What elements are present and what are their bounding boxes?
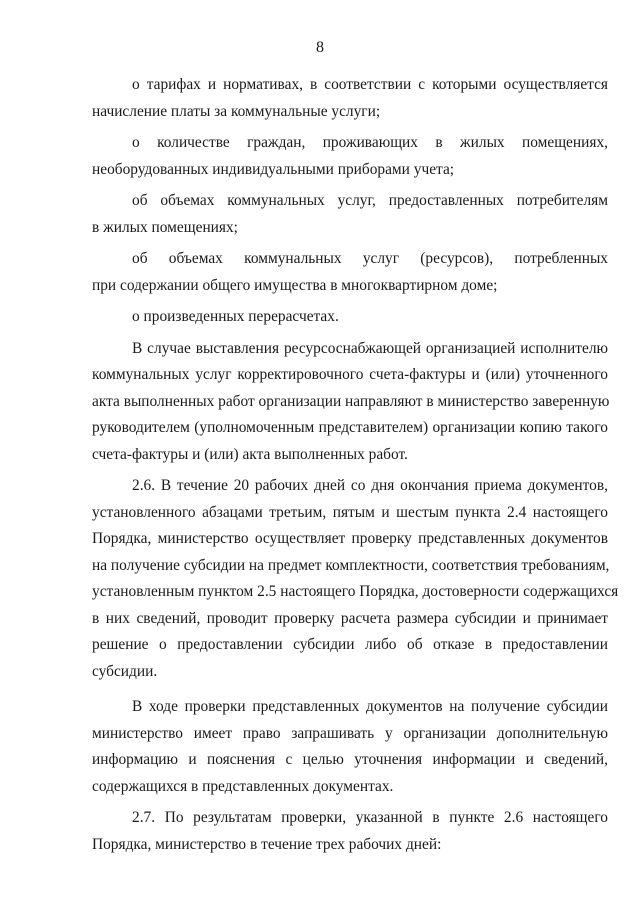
text-line: руководителем (уполномоченным представителем) организации копию такого	[92, 419, 608, 436]
paragraph-citizens-count	[92, 130, 608, 183]
text-line: установленного абзацами третьим, пятым и шестым пункта 2.4 настоящего	[92, 503, 608, 521]
text-line: начисление платы за коммунальные услуги;	[92, 102, 381, 120]
paragraph-services-volume	[92, 188, 608, 241]
text-line: решение о предоставлении субсидии либо об отказе в предоставлении	[92, 636, 608, 653]
paragraph-verification-rights	[92, 694, 608, 800]
paragraph-corrective-invoice	[92, 336, 608, 469]
text-line: в жилых помещениях;	[92, 218, 238, 236]
paragraph-recalculations	[92, 304, 608, 331]
document-body	[92, 72, 619, 858]
paragraph-2-6	[92, 473, 619, 685]
paragraph-tariffs	[92, 72, 608, 125]
text-line: в них сведений, проводит проверку расчета размера субсидии и принимает	[92, 609, 608, 627]
page-number: 8	[316, 39, 324, 56]
text-line: счета-фактуры и (или) акта выполненных работ.	[92, 445, 408, 463]
text-line: акта выполненных работ организации направляют в министерство заверенную	[92, 392, 610, 410]
text-line: о тарифах и нормативах, в соответствии с которыми осуществляется	[132, 76, 608, 93]
text-line: установленным пунктом 2.5 настоящего Порядка, достоверности содержащихся	[92, 583, 619, 600]
text-line: В случае выставления ресурсоснабжающей организацией исполнителю	[132, 339, 608, 357]
text-line: содержащихся в представленных документах.	[92, 777, 394, 795]
text-line: об объемах коммунальных услуг (ресурсов), потребленных	[132, 250, 608, 267]
text-line: при содержании общего имущества в многоквартирном доме;	[92, 276, 498, 294]
paragraph-resources-volume	[92, 246, 608, 299]
text-line: о количестве граждан, проживающих в жилых помещениях,	[132, 134, 608, 151]
text-line: об объемах коммунальных услуг, предоставленных потребителям	[132, 192, 608, 209]
paragraph-2-7	[92, 805, 608, 858]
text-line: на получение субсидии на предмет комплектности, соответствия требованиям,	[92, 556, 610, 574]
text-line: коммунальных услуг корректировочного счета-фактуры и (или) уточненного	[92, 366, 608, 383]
text-line: о произведенных перерасчетах.	[132, 308, 339, 325]
text-line: информацию и пояснения с целью уточнения информации и сведений,	[92, 751, 608, 768]
text-line: субсидии.	[92, 662, 158, 680]
text-line: необорудованных индивидуальными приборами учета;	[92, 160, 455, 178]
text-line: министерство имеет право запрашивать у организации дополнительную	[92, 724, 608, 742]
text-line: 2.7. По результатам проверки, указанной в пункте 2.6 настоящего	[132, 809, 608, 826]
text-line: 2.6. В течение 20 рабочих дней со дня окончания приема документов,	[132, 477, 608, 494]
text-line: Порядка, министерство в течение трех рабочих дней:	[92, 835, 442, 853]
text-line: В ходе проверки представленных документов на получение субсидии	[132, 698, 608, 715]
text-line: Порядка, министерство осуществляет проверку представленных документов	[92, 530, 608, 547]
